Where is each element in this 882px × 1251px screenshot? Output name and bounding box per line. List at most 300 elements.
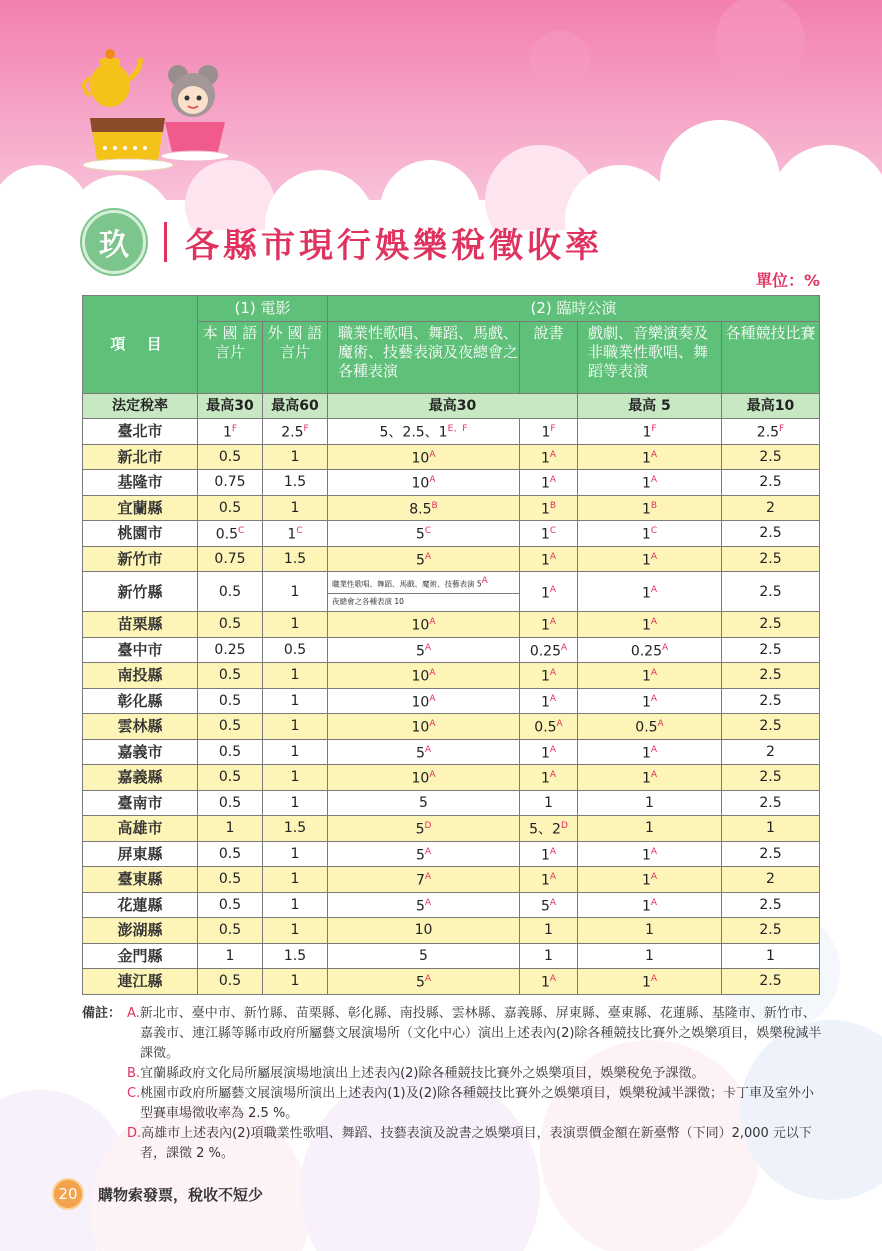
drama-rate-value: 1	[641, 501, 651, 518]
foreign-film-rate	[263, 969, 328, 995]
drama-rate	[578, 841, 722, 867]
footnote-marker: A	[549, 475, 557, 486]
performance-rate-value: 5	[415, 975, 425, 992]
header-foreign-film: 外 國 語言片	[263, 321, 328, 393]
footnote-marker: C	[549, 526, 557, 537]
footnote-marker: A	[549, 449, 557, 460]
performance-rate-value: 8.5	[409, 501, 432, 518]
note-item	[82, 1064, 822, 1084]
storytelling-rate-value: 1	[540, 771, 550, 788]
competition-rate	[722, 521, 820, 547]
city-name: 臺北市	[83, 419, 198, 445]
storytelling-rate-value: 1	[540, 669, 550, 686]
footnote-marker: A	[650, 584, 658, 595]
drama-rate	[578, 714, 722, 740]
storytelling-rate-value: 1	[540, 585, 550, 602]
competition-rate-value: 2.5	[759, 973, 782, 990]
domestic-film-rate	[198, 739, 263, 765]
performance-rate	[328, 419, 520, 445]
foreign-film-rate-value: 2.5	[281, 425, 304, 442]
footnote-marker: B	[431, 500, 438, 511]
footnote-marker: A	[481, 576, 488, 587]
note-text: 桃園市政府所屬藝文展演場所演出上述表內(1)及(2)除各種競技比賽外之娛樂項目，娛樂稅減半課徵；卡丁車及室外小型賽車場徵收率為 2.5 %。	[140, 1086, 815, 1121]
legal-rate-performance: 最高30	[328, 393, 578, 419]
teapot-illustration	[84, 49, 140, 107]
domestic-film-rate-value: 0.75	[214, 550, 246, 567]
drama-rate	[578, 943, 722, 969]
footnote-marker: A	[650, 872, 658, 883]
competition-rate-value: 2.5	[759, 525, 782, 542]
drama-rate	[578, 637, 722, 663]
storytelling-rate	[520, 918, 578, 944]
competition-rate-value: 2.5	[756, 425, 780, 442]
competition-rate	[722, 714, 820, 740]
footnote-marker: A	[424, 551, 432, 562]
performance-rate-top	[328, 573, 519, 594]
performance-rate-value: 5、2.5、1	[379, 425, 448, 442]
footnote-marker: A	[549, 770, 557, 781]
foreign-film-rate-value: 1	[290, 583, 300, 600]
footnote-marker: A	[549, 974, 557, 985]
storytelling-rate	[520, 470, 578, 496]
competition-rate	[722, 867, 820, 893]
domestic-film-rate-value: 0.5	[218, 718, 242, 735]
footnote-marker: A	[650, 897, 658, 908]
drama-rate-value: 1	[642, 425, 652, 442]
legal-rate-foreign: 最高60	[263, 393, 328, 419]
storytelling-rate-value: 1	[540, 527, 550, 544]
competition-rate-value: 1	[766, 947, 775, 964]
foreign-film-rate-value: 1	[290, 845, 300, 862]
city-name: 連江縣	[83, 969, 198, 995]
city-name: 嘉義市	[83, 739, 198, 765]
footnote-marker: A	[549, 668, 557, 679]
competition-rate-value: 2.5	[759, 550, 782, 567]
header-professional-performance: 職業性歌唱、舞蹈、馬戲、魔術、技藝表演及夜總會之各種表演	[328, 321, 520, 393]
storytelling-rate-value: 0.5	[534, 720, 557, 737]
drama-rate-value: 1	[641, 975, 651, 992]
storytelling-rate	[520, 612, 578, 638]
competition-rate-value: 2	[766, 499, 775, 516]
storytelling-rate	[520, 572, 578, 612]
foreign-film-rate-value: 1.5	[283, 820, 307, 837]
performance-rate	[328, 892, 520, 918]
note-letter: A.	[127, 1006, 140, 1021]
foreign-film-rate-value: 1.5	[283, 474, 307, 491]
domestic-film-rate	[198, 663, 263, 689]
foreign-film-rate	[263, 470, 328, 496]
drama-rate	[578, 521, 722, 547]
competition-rate	[722, 765, 820, 791]
footnote-marker: A	[561, 642, 568, 653]
footnote-marker: A	[429, 475, 436, 486]
competition-rate	[722, 892, 820, 918]
table-row	[83, 892, 820, 918]
drama-rate	[578, 470, 722, 496]
note-item	[82, 1124, 822, 1164]
foreign-film-rate	[263, 688, 328, 714]
note-letter: C.	[127, 1086, 141, 1101]
storytelling-rate-value: 1	[544, 922, 553, 939]
drama-rate-value: 1	[641, 476, 651, 493]
performance-rate	[328, 841, 520, 867]
drama-rate-value: 1	[641, 873, 651, 890]
footnote-marker: A	[549, 897, 557, 908]
nightclub-rate: 夜總會之各種表演 10	[332, 596, 404, 606]
table-row	[83, 612, 820, 638]
city-name: 澎湖縣	[83, 918, 198, 944]
domestic-film-rate	[198, 521, 263, 547]
foreign-film-rate-value: 1	[290, 871, 300, 888]
footnote-marker: C	[650, 526, 658, 537]
storytelling-rate	[520, 663, 578, 689]
city-name: 雲林縣	[83, 714, 198, 740]
footnote-marker: A	[429, 449, 436, 460]
competition-rate	[722, 688, 820, 714]
foreign-film-rate-value: 1	[290, 769, 300, 786]
performance-rate	[328, 918, 520, 944]
drama-rate-value: 1	[641, 898, 651, 915]
performance-rate-value: 5	[419, 947, 428, 964]
legal-rate-drama: 最高 5	[578, 393, 722, 419]
foreign-film-rate-value: 1	[287, 527, 297, 544]
performance-rate	[328, 637, 520, 663]
header-group-temporary-performance: (2) 臨時公演	[328, 296, 820, 322]
note-text: 宜蘭縣政府文化局所屬展演場地演出上述表內(2)除各種競技比賽外之娛樂項目，娛樂稅免予課徵。	[140, 1066, 705, 1081]
drama-rate	[578, 495, 722, 521]
footnote-marker: A	[650, 551, 658, 562]
footnote-marker: A	[662, 642, 669, 653]
footnote-marker: A	[650, 693, 658, 704]
page-number: 20	[52, 1178, 84, 1210]
drama-rate-value: 1	[645, 947, 654, 964]
table-row	[83, 841, 820, 867]
foreign-film-rate-value: 1	[290, 692, 300, 709]
competition-rate	[722, 572, 820, 612]
competition-rate	[722, 637, 820, 663]
competition-rate-value: 2.5	[759, 448, 782, 465]
storytelling-rate-value: 5	[540, 898, 550, 915]
performance-rate-value: 5	[419, 794, 428, 811]
header-competition: 各種競技比賽	[722, 321, 820, 393]
footnote-marker: A	[549, 846, 557, 857]
competition-rate-value: 2.5	[759, 583, 782, 600]
domestic-film-rate-value: 0.5	[218, 973, 242, 990]
domestic-film-rate-value: 0.5	[218, 667, 242, 684]
footnote-marker: A	[650, 770, 658, 781]
competition-rate-value: 2	[766, 743, 775, 760]
foreign-film-rate	[263, 495, 328, 521]
drama-rate	[578, 444, 722, 470]
drama-rate	[578, 546, 722, 572]
domestic-film-rate-value: 0.5	[218, 448, 242, 465]
footnote-marker: A	[549, 617, 557, 628]
domestic-film-rate-value: 0.5	[218, 922, 242, 939]
storytelling-rate	[520, 765, 578, 791]
foreign-film-rate-value: 1	[290, 922, 300, 939]
storytelling-rate	[520, 688, 578, 714]
note-letter: D.	[127, 1126, 142, 1141]
competition-rate	[722, 790, 820, 816]
storytelling-rate	[520, 892, 578, 918]
storytelling-rate	[520, 816, 578, 842]
legal-rate-row	[83, 393, 820, 419]
competition-rate	[722, 546, 820, 572]
foreign-film-rate	[263, 419, 328, 445]
storytelling-rate	[520, 943, 578, 969]
unit-label: 單位：%	[755, 271, 820, 290]
drama-rate-value: 0.5	[635, 720, 658, 737]
performance-rate-value: 5	[415, 552, 425, 569]
performance-rate-value: 10	[411, 771, 430, 788]
footnote-marker: D	[424, 821, 432, 832]
foreign-film-rate-value: 1.5	[283, 947, 307, 964]
city-name: 屏東縣	[83, 841, 198, 867]
performance-rate-value: 10	[411, 476, 430, 493]
city-name: 高雄市	[83, 816, 198, 842]
drama-rate	[578, 419, 722, 445]
city-name: 臺中市	[83, 637, 198, 663]
footnote-marker: A	[650, 475, 658, 486]
foreign-film-rate	[263, 444, 328, 470]
title-divider	[164, 222, 167, 262]
footer-slogan: 購物索發票，稅收不短少	[98, 1185, 264, 1204]
footnote-marker: A	[429, 770, 436, 781]
drama-rate	[578, 790, 722, 816]
footnote-marker: F	[651, 424, 657, 435]
domestic-film-rate-value: 0.5	[218, 896, 242, 913]
performance-rate-split	[328, 572, 520, 612]
table-row	[83, 688, 820, 714]
competition-rate-value: 2.5	[759, 922, 782, 939]
city-name: 新竹市	[83, 546, 198, 572]
table-row	[83, 765, 820, 791]
foreign-film-rate-value: 1	[290, 616, 300, 633]
foreign-film-rate-value: 1.5	[283, 550, 307, 567]
drama-rate-value: 0.25	[630, 643, 662, 660]
entertainment-tax-rate-table	[82, 295, 820, 995]
storytelling-rate	[520, 790, 578, 816]
competition-rate-value: 2.5	[759, 769, 782, 786]
drama-rate	[578, 572, 722, 612]
footnote-marker: A	[549, 744, 557, 755]
performance-rate-value: 5	[415, 527, 425, 544]
foreign-film-rate-value: 0.5	[283, 641, 307, 658]
drama-rate-value: 1	[641, 669, 651, 686]
competition-rate-value: 2.5	[759, 896, 782, 913]
performance-rate	[328, 688, 520, 714]
note-text: 新北市、臺中市、新竹縣、苗栗縣、彰化縣、南投縣、雲林縣、嘉義縣、屏東縣、臺東縣、花蓮縣、基隆市、新竹市、嘉義市、連江縣等縣市政府所屬藝文展演場所（文化中心）演出上述表內(2)除各種競技比賽外之娛樂項目，娛樂稅減半課徵。	[139, 1006, 822, 1061]
competition-rate-value: 2	[766, 871, 775, 888]
storytelling-rate-value: 1	[540, 450, 550, 467]
table-row	[83, 572, 820, 612]
footnote-marker: A	[650, 668, 658, 679]
footnote-marker: A	[424, 846, 432, 857]
competition-rate	[722, 470, 820, 496]
city-name: 臺南市	[83, 790, 198, 816]
performance-rate-value: 10	[411, 694, 430, 711]
domestic-film-rate	[198, 892, 263, 918]
footnote-marker: A	[429, 719, 436, 730]
drama-rate	[578, 892, 722, 918]
domestic-film-rate	[198, 816, 263, 842]
domestic-film-rate	[198, 419, 263, 445]
drama-rate	[578, 765, 722, 791]
foreign-film-rate	[263, 943, 328, 969]
performance-rate-value: 5	[415, 847, 425, 864]
performance-rate	[328, 943, 520, 969]
storytelling-rate-value: 0.25	[529, 643, 561, 660]
drama-rate-value: 1	[645, 922, 654, 939]
footnote-marker: A	[424, 744, 432, 755]
table-row	[83, 969, 820, 995]
header-item: 項 目	[83, 296, 198, 394]
footnote-marker: A	[424, 897, 432, 908]
storytelling-rate-value: 1	[540, 694, 550, 711]
city-name: 花蓮縣	[83, 892, 198, 918]
performance-rate-value: 10	[411, 669, 430, 686]
domestic-film-rate-value: 0.5	[218, 871, 242, 888]
table-row	[83, 918, 820, 944]
performance-rate-value: 5	[415, 898, 425, 915]
performance-rate	[328, 969, 520, 995]
table-row	[83, 444, 820, 470]
foreign-film-rate-value: 1	[290, 499, 300, 516]
domestic-film-rate	[198, 765, 263, 791]
competition-rate	[722, 739, 820, 765]
domestic-film-rate-value: 0.5	[218, 499, 242, 516]
performance-rate-value: 10	[414, 922, 433, 939]
foreign-film-rate	[263, 739, 328, 765]
competition-rate	[722, 612, 820, 638]
drama-rate	[578, 612, 722, 638]
drama-rate-value: 1	[641, 618, 651, 635]
table-row	[83, 546, 820, 572]
domestic-film-rate	[198, 918, 263, 944]
domestic-film-rate	[198, 444, 263, 470]
domestic-film-rate-value: 0.75	[214, 474, 246, 491]
storytelling-rate-value: 1	[540, 476, 550, 493]
legal-rate-label: 法定稅率	[83, 393, 198, 419]
drama-rate-value: 1	[641, 552, 651, 569]
drama-rate	[578, 969, 722, 995]
table-row	[83, 521, 820, 547]
performance-rate	[328, 612, 520, 638]
performance-rate-top-value: 職業性歌唱、舞蹈、馬戲、魔術、技藝表演 5	[332, 579, 482, 589]
foreign-film-rate	[263, 918, 328, 944]
domestic-film-rate-value: 0.5	[218, 616, 242, 633]
footnote-marker: A	[650, 974, 658, 985]
city-name: 嘉義縣	[83, 765, 198, 791]
competition-rate	[722, 444, 820, 470]
teapot-character-illustration	[70, 40, 230, 180]
competition-rate	[722, 495, 820, 521]
domestic-film-rate	[198, 841, 263, 867]
storytelling-rate-value: 1	[540, 618, 550, 635]
performance-rate	[328, 521, 520, 547]
domestic-film-rate-value: 0.5	[218, 769, 242, 786]
table-row	[83, 867, 820, 893]
foreign-film-rate	[263, 663, 328, 689]
domestic-film-rate	[198, 969, 263, 995]
page-heading	[82, 212, 603, 272]
performance-rate	[328, 790, 520, 816]
teacup-illustration	[83, 118, 173, 171]
domestic-film-rate-value: 0.5	[218, 845, 242, 862]
domestic-film-rate	[198, 495, 263, 521]
note-letter: B.	[127, 1066, 141, 1081]
storytelling-rate	[520, 444, 578, 470]
city-name: 新竹縣	[83, 572, 198, 612]
competition-rate-value: 2.5	[759, 616, 782, 633]
domestic-film-rate	[198, 572, 263, 612]
table-row	[83, 739, 820, 765]
footnote-marker: A	[650, 846, 658, 857]
foreign-film-rate	[263, 892, 328, 918]
performance-rate	[328, 663, 520, 689]
domestic-film-rate	[198, 688, 263, 714]
footnote-marker: A	[429, 617, 436, 628]
footnote-marker: A	[549, 693, 557, 704]
domestic-film-rate	[198, 867, 263, 893]
footnote-marker: F	[303, 424, 309, 435]
competition-rate-value: 1	[766, 820, 775, 837]
storytelling-rate	[520, 637, 578, 663]
domestic-film-rate-value: 0.5	[218, 794, 242, 811]
table-row	[83, 637, 820, 663]
competition-rate-value: 2.5	[759, 667, 782, 684]
foreign-film-rate-value: 1	[290, 794, 300, 811]
domestic-film-rate-value: 1	[225, 820, 235, 837]
header-storytelling: 說書	[520, 321, 578, 393]
foreign-film-rate-value: 1	[290, 896, 300, 913]
performance-rate	[328, 444, 520, 470]
performance-rate-value: 10	[411, 720, 430, 737]
performance-rate	[328, 816, 520, 842]
domestic-film-rate-value: 0.25	[214, 641, 246, 658]
page-title: 各縣市現行娛樂稅徵收率	[185, 225, 603, 266]
competition-rate-value: 2.5	[759, 641, 782, 658]
header-group-movie: (1) 電影	[198, 296, 328, 322]
performance-rate-value: 5	[415, 745, 425, 762]
domestic-film-rate-value: 0.5	[215, 527, 238, 544]
performance-rate	[328, 495, 520, 521]
mouse-character-illustration	[161, 65, 229, 161]
foreign-film-rate	[263, 521, 328, 547]
drama-rate-value: 1	[641, 745, 651, 762]
performance-rate	[328, 470, 520, 496]
foreign-film-rate	[263, 546, 328, 572]
drama-rate-value: 1	[645, 820, 654, 837]
performance-rate	[328, 765, 520, 791]
footnote-marker: F	[779, 424, 785, 435]
foreign-film-rate-value: 1	[290, 973, 300, 990]
domestic-film-rate-value: 0.5	[218, 583, 242, 600]
city-name: 苗栗縣	[83, 612, 198, 638]
performance-rate	[328, 714, 520, 740]
performance-rate-value: 7	[415, 873, 425, 890]
foreign-film-rate	[263, 867, 328, 893]
domestic-film-rate	[198, 790, 263, 816]
foreign-film-rate-value: 1	[290, 718, 300, 735]
page-footer	[52, 1178, 263, 1210]
foreign-film-rate	[263, 790, 328, 816]
legal-rate-competition: 最高10	[722, 393, 820, 419]
table-row	[83, 663, 820, 689]
storytelling-rate-value: 1	[541, 425, 551, 442]
drama-rate	[578, 918, 722, 944]
storytelling-rate	[520, 546, 578, 572]
